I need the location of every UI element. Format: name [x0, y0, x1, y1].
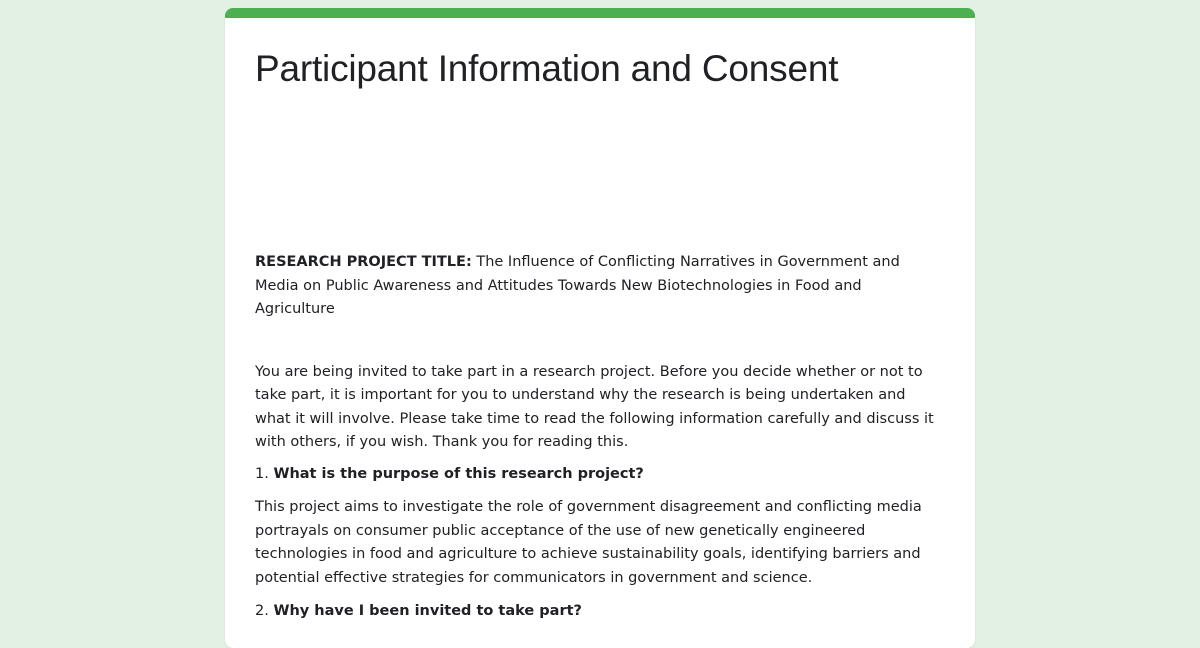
form-header-card: [225, 8, 975, 648]
form-description: [255, 251, 945, 624]
section-2-heading: [255, 600, 945, 624]
section-1-number: 1.: [255, 465, 274, 482]
section-1-question: What is the purpose of this research project?: [273, 465, 644, 482]
project-title-paragraph: [255, 251, 945, 322]
project-title-label: RESEARCH PROJECT TITLE:: [255, 254, 472, 270]
form-title: Participant Information and Consent: [255, 48, 839, 89]
section-1-heading: [255, 463, 945, 487]
intro-paragraph: You are being invited to take part in a research project. Before you decide whether or not to take part, it is important for you to understand why the research is being undertaken and what it will involve. Please take time to read the following information carefully and discuss it with others, if you wish. Thank you for reading this.: [255, 363, 934, 450]
section-2-question: Why have I been invited to take part?: [273, 603, 582, 619]
section-1-answer: This project aims to investigate the role of government disagreement and conflicting media portrayals on consumer public acceptance of the use of new genetically engineered technologies in food and agriculture to achieve sustainability goals, identifying barriers and potential effective strategies for communicators in government and science.: [255, 499, 922, 586]
project-title-text: The Influence of Conflicting Narratives in Government and Media on Public Awareness and Attitudes Towards New Biotechnologies in Food and Agriculture: [255, 254, 900, 317]
section-2-number: 2.: [255, 603, 274, 619]
